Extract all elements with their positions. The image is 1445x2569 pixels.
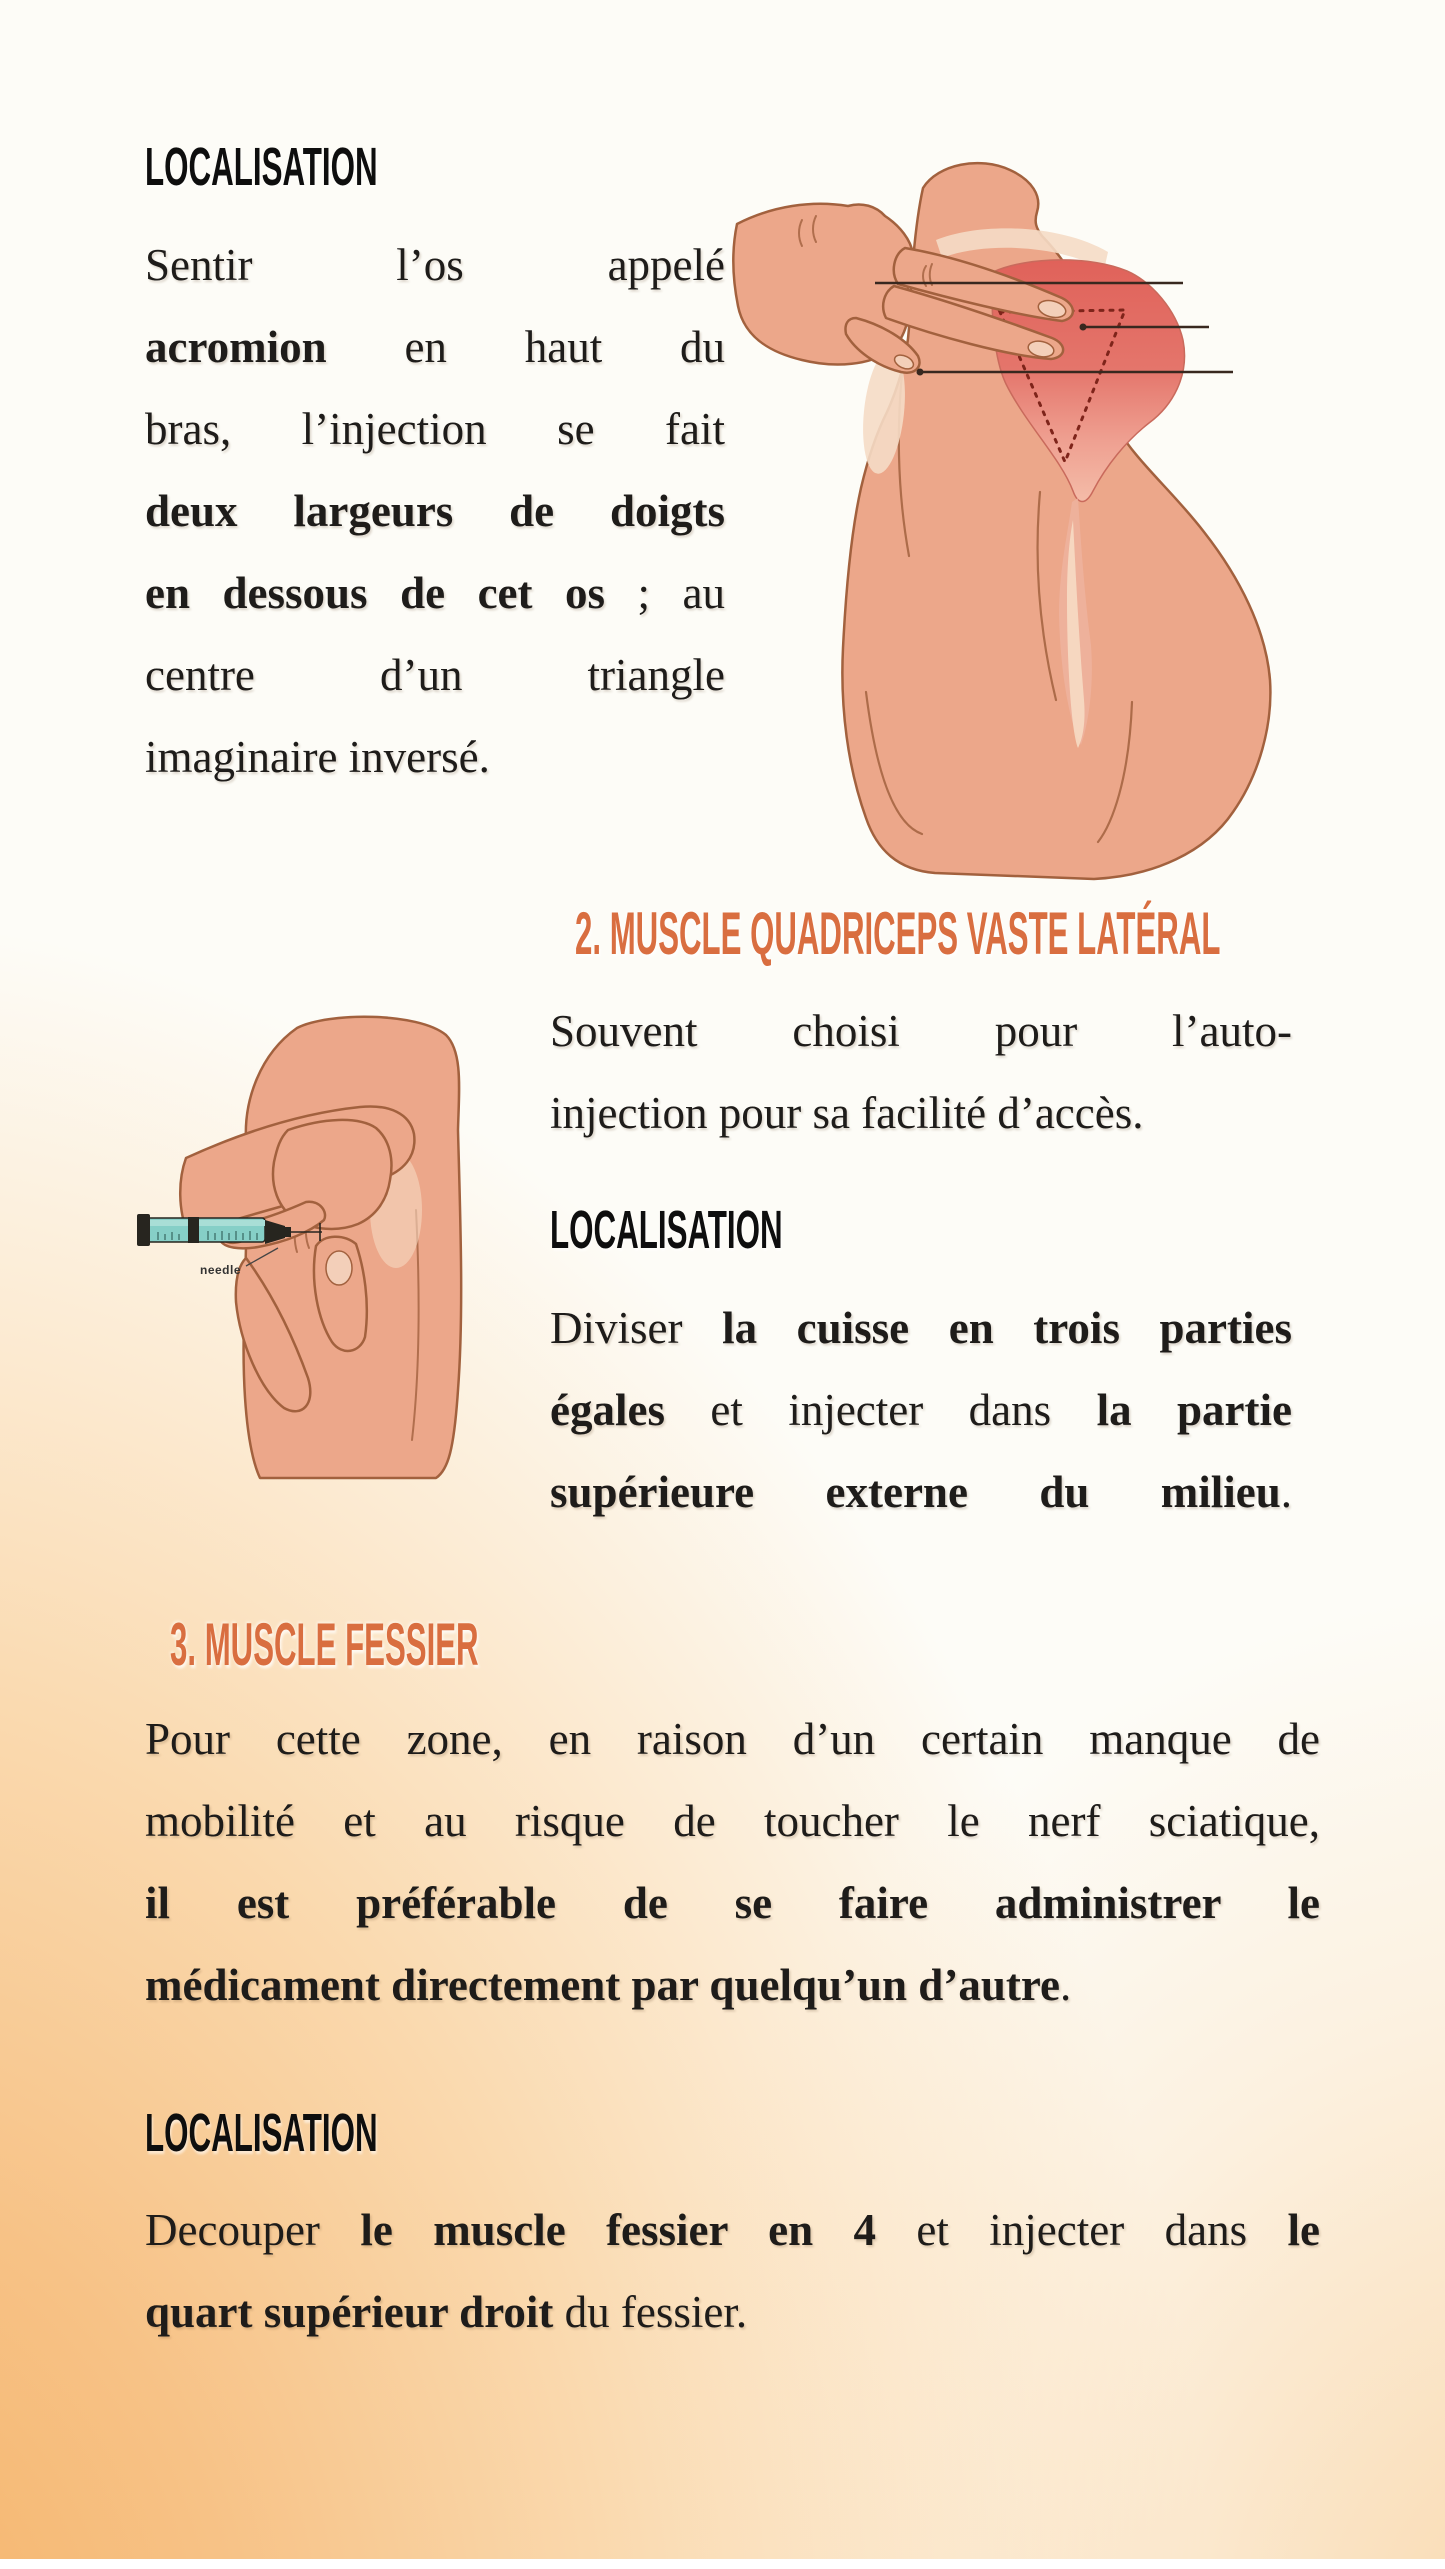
needle-label: needle [200, 1263, 242, 1277]
text-line: Diviser la cuisse en trois parties [550, 1303, 1292, 1353]
text-line: mobilité et au risque de toucher le nerf sciatique, [145, 1796, 1320, 1846]
section2-paragraph [550, 1287, 1292, 1533]
bottom-white-strip [0, 2559, 1445, 2569]
deltoid-injection-illustration [680, 160, 1300, 885]
text-line: imaginaire inversé. [145, 732, 490, 782]
section1-localisation-heading: LOCALISATION [145, 137, 378, 197]
section3-localisation-heading: LOCALISATION [145, 2103, 378, 2163]
text-line: en dessous de cet os ; au [145, 568, 725, 618]
section2-localisation-heading: LOCALISATION [550, 1200, 783, 1260]
text-line: il est préférable de se faire administrer le [145, 1878, 1320, 1928]
section3-intro-paragraph [145, 1698, 1320, 2026]
section3-paragraph [145, 2189, 1320, 2353]
text-line: acromion en haut du [145, 322, 725, 372]
deltoid-illustration-svg [680, 160, 1300, 885]
pinch-finger-nail [326, 1251, 352, 1285]
text-line: supérieure externe du milieu. [550, 1467, 1292, 1517]
section2-heading: 2. MUSCLE QUADRICEPS VASTE LATÉRAL [575, 900, 1221, 967]
text-line: quart supérieur droit du fessier. [145, 2287, 748, 2337]
thigh-illustration-svg [128, 1010, 523, 1485]
text-line: Souvent choisi pour l’auto- [550, 1006, 1292, 1056]
text-line: injection pour sa facilité d’accès. [550, 1088, 1144, 1138]
callout-dot-low [917, 369, 924, 376]
text-line: deux largeurs de doigts [145, 486, 725, 536]
section1-paragraph [145, 224, 725, 798]
text-line: bras, l’injection se fait [145, 404, 725, 454]
text-line: égales et injecter dans la partie [550, 1385, 1292, 1435]
text-line: centre d’un triangle [145, 650, 725, 700]
text-line: médicament directement par quelqu’un d’autre. [145, 1960, 1072, 2010]
thigh-injection-illustration [128, 1010, 523, 1485]
text-line: Pour cette zone, en raison d’un certain manque de [145, 1714, 1320, 1764]
text-line: Decouper le muscle fessier en 4 et injecter dans le [145, 2205, 1320, 2255]
callout-dot-mid [1080, 324, 1087, 331]
section2-intro-paragraph [550, 990, 1292, 1154]
section3-heading: 3. MUSCLE FESSIER [170, 1611, 479, 1678]
text-line: Sentir l’os appelé [145, 240, 725, 290]
